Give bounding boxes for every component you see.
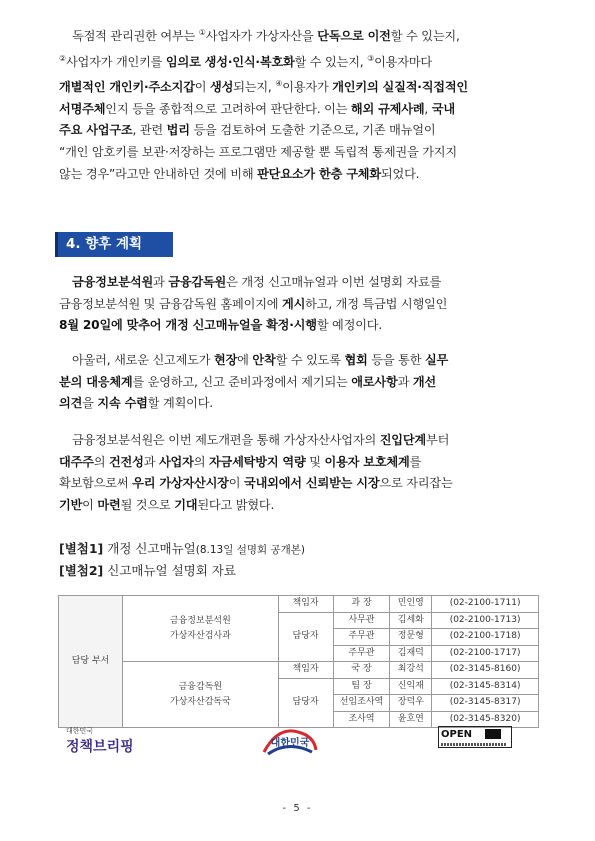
body-text: 이 [82, 497, 98, 512]
position-cell: 국 장 [333, 662, 390, 679]
emphasis-text: 기반 [59, 497, 83, 512]
emphasis-text: 대주주 [59, 454, 94, 469]
org-division: 가상자산검사과 [169, 630, 231, 641]
body-text: 및 [305, 454, 325, 469]
item-marker: ① [198, 28, 206, 37]
body-text: 할 계획이다. [147, 396, 213, 411]
paragraph-line [59, 142, 539, 164]
name-cell: 신익재 [390, 678, 432, 695]
annex-1-note: (8.13일 설명회 공개본) [195, 544, 306, 556]
emphasis-text: 협회 [344, 353, 368, 367]
contacts-table [58, 595, 539, 728]
phone-cell: (02-3145-8314) [432, 678, 539, 695]
emphasis-text: 서명주체 [59, 101, 106, 116]
emphasis-text: 생성 [210, 80, 234, 95]
position-cell: 주무관 [333, 645, 390, 662]
body-text: 과 [153, 275, 169, 289]
org-division: 가상자산감독국 [169, 696, 231, 707]
name-cell: 최강석 [390, 662, 432, 679]
body-text: 과 [143, 454, 159, 469]
body-text: 되는지, [233, 80, 276, 95]
body-text: 하고, 개정 특금법 시행일인 [305, 296, 448, 311]
paragraph-line [59, 99, 539, 121]
emphasis-text: 기대 [174, 497, 198, 512]
annex-1-text: 개정 신고매뉴얼 [103, 541, 196, 556]
emphasis-text: 단독으로 이전 [317, 29, 391, 43]
campaign-logo-icon [258, 722, 322, 758]
paragraph-line [59, 452, 539, 474]
body-text: 등을 검토하여 도출한 기준으로, 기존 매뉴얼이 [189, 123, 436, 138]
name-cell: 김세화 [390, 612, 432, 629]
emphasis-text: 국내외에서 신뢰받는 시장 [244, 476, 380, 491]
item-marker: ④ [275, 79, 283, 89]
body-text: 를 운영하고, 신고 준비과정에서 제기되는 [132, 374, 352, 389]
body-text: 할 수 있도록 [275, 353, 345, 367]
org-cell-fiu [123, 596, 279, 662]
body-text: 아울러, 새로운 신고제도가 [72, 353, 215, 367]
emphasis-text: 자금세탁방지 역량 [208, 454, 306, 469]
phone-cell: (02-3145-8317) [432, 695, 539, 712]
name-cell: 윤호연 [390, 711, 432, 728]
policy-briefing-logo[interactable] [66, 726, 156, 756]
emphasis-text: 주요 사업구조 [59, 123, 133, 138]
body-text: 이용자마다 [374, 54, 432, 69]
page-number: - 5 - [282, 803, 313, 814]
emphasis-text: 금융감독원 [168, 275, 227, 289]
position-cell: 사무관 [333, 612, 390, 629]
role-cell: 담당자 [278, 612, 333, 662]
phone-cell: (02-2100-1717) [432, 645, 539, 662]
position-cell: 선임조사역 [333, 695, 390, 712]
emphasis-text: 법리 [166, 123, 190, 138]
position-cell: 주무관 [333, 629, 390, 646]
annex-1-tag: [별첨1] [59, 541, 104, 556]
emphasis-text: 임의로 생성·인식·복호화 [165, 54, 295, 69]
dept-label-cell: 담당 부서 [59, 596, 123, 728]
table-row [59, 662, 539, 679]
license-bar-icon [441, 743, 507, 746]
paragraph-line [59, 120, 539, 142]
body-text: 된다고 밝혔다. [197, 497, 275, 512]
phone-cell: (02-3145-8160) [432, 662, 539, 679]
role-cell: 책임자 [278, 596, 333, 613]
body-text: 이용자가 [282, 80, 333, 95]
name-cell: 정문형 [390, 629, 432, 646]
paragraph-line [59, 272, 539, 294]
name-cell: 민인영 [390, 596, 432, 613]
paragraph-line [59, 164, 539, 186]
body-text: 등을 통한 [367, 353, 425, 367]
emphasis-text: 게시 [282, 296, 306, 311]
briefing-logo-small-text: 대한민국 [66, 727, 94, 735]
emphasis-text: 판단요소가 한층 구체화 [257, 166, 381, 181]
phone-cell: (02-2100-1713) [432, 612, 539, 629]
role-cell: 책임자 [278, 662, 333, 679]
emphasis-text: 이용자 보호체계 [324, 454, 410, 469]
body-text: 사업자가 가상자산을 [205, 29, 318, 43]
body-text: 될 것으로 [120, 497, 175, 512]
body-text: 되었다. [380, 166, 420, 181]
annex-2-tag: [별첨2] [59, 563, 104, 578]
body-text: 을 [82, 396, 98, 411]
role-cell: 담당자 [278, 678, 333, 728]
body-text: 사업자가 개인키를 [65, 54, 166, 69]
table-row [59, 596, 539, 613]
emphasis-text: 현장 [214, 353, 238, 367]
phone-cell: (02-3145-8320) [432, 711, 539, 728]
body-text: 이 [228, 476, 245, 491]
paragraph-line [59, 350, 539, 372]
emphasis-text: 진입단계 [379, 433, 426, 447]
attribution-icon [485, 729, 501, 739]
body-text: “개인 암호키를 보관·저장하는 프로그램만 제공할 뿐 독립적 통제권을 가지지 [59, 144, 457, 159]
item-marker: ③ [367, 53, 375, 63]
body-text: 할 수 있는지, [294, 54, 368, 69]
paragraph-line [59, 315, 539, 337]
body-text: 할 수 있는지, [390, 29, 460, 43]
emphasis-text: 국내 [431, 101, 455, 116]
paragraph-3 [59, 350, 539, 415]
annex-2-text: 신고매뉴얼 설명회 자료 [103, 563, 236, 578]
body-text: 의 [193, 454, 209, 469]
paragraph-4 [59, 430, 539, 516]
emphasis-text: 개별적인 개인키·주소지갑 [59, 80, 195, 95]
briefing-logo-text: 정책브리핑 [66, 739, 134, 755]
paragraph-1 [59, 22, 539, 185]
position-cell: 과 장 [333, 596, 390, 613]
body-text: , [424, 101, 432, 116]
body-text: 할 예정이다. [316, 318, 383, 333]
position-cell: 팀 장 [333, 678, 390, 695]
position-cell: 조사역 [333, 711, 390, 728]
name-cell: 김재덕 [390, 645, 432, 662]
body-text: 않는 경우”라고만 안내하던 것에 비해 [59, 166, 258, 181]
emphasis-text: 지속 수렴 [97, 396, 148, 411]
phone-cell: (02-2100-1711) [432, 596, 539, 613]
emphasis-text: 사업자 [158, 454, 194, 469]
emphasis-text: 건전성 [108, 454, 144, 469]
emphasis-text: 안착 [252, 353, 276, 367]
annex-1[interactable] [59, 539, 305, 557]
open-license-logo[interactable] [438, 726, 512, 748]
org-name: 금융감독원 [178, 681, 223, 692]
org-name: 금융정보분석원 [169, 615, 231, 626]
paragraph-line [59, 22, 539, 48]
name-cell: 장덕우 [390, 695, 432, 712]
body-text: 은 개정 신고매뉴얼과 이번 설명회 자료를 [226, 275, 442, 289]
paragraph-line [59, 372, 539, 394]
paragraph-line [59, 495, 539, 517]
emphasis-text: 실무 [424, 353, 449, 367]
body-text: 으로 자리잡는 [379, 476, 453, 491]
body-text: 과 [397, 374, 413, 389]
emphasis-text: 의견 [59, 396, 83, 411]
emphasis-text: 해외 규제사례 [350, 101, 425, 116]
paragraph-line [59, 393, 539, 415]
open-label: OPEN [441, 729, 473, 740]
section-heading: 4. 향후 계획 [55, 232, 173, 257]
body-text: 금융정보분석원 및 금융감독원 홈페이지에 [59, 296, 283, 311]
paragraph-2 [59, 272, 539, 337]
emphasis-text: 우리 가상자산시장 [132, 476, 229, 491]
body-text: 를 [409, 454, 422, 469]
body-text: 금융정보분석원은 이번 제도개편을 통해 가상자산사업자의 [72, 433, 380, 447]
paragraph-line [59, 430, 539, 452]
footer-logos [0, 722, 595, 762]
paragraph-line [59, 73, 539, 99]
emphasis-text: 금융정보분석원 [72, 275, 154, 289]
emphasis-text: 8월 20일에 맞추어 개정 신고매뉴얼을 확정·시행 [59, 318, 317, 333]
item-marker: ② [59, 53, 66, 63]
body-text: 확보함으로써 [59, 476, 133, 491]
paragraph-line [59, 294, 539, 316]
body-text: 이 [194, 80, 211, 95]
org-cell-fss [123, 662, 279, 728]
emphasis-text: 마련 [97, 497, 121, 512]
body-text: 독점적 관리권한 여부는 [72, 29, 199, 43]
body-text: 에 [237, 353, 253, 367]
body-text: 의 [93, 454, 109, 469]
emphasis-text: 분의 대응체계 [59, 374, 133, 389]
campaign-logo[interactable] [258, 722, 322, 758]
paragraph-line [59, 473, 539, 495]
paragraph-line [59, 48, 539, 74]
body-text: , 관련 [132, 123, 167, 138]
campaign-logo-text: 대한민국 [270, 738, 310, 749]
emphasis-text: 애로사항 [351, 374, 398, 389]
annex-2[interactable] [59, 561, 236, 579]
emphasis-text: 개인키의 실질적·직접적인 [332, 80, 468, 95]
phone-cell: (02-2100-1718) [432, 629, 539, 646]
body-text: 인지 등을 종합적으로 고려하여 판단한다. 이는 [105, 101, 351, 116]
emphasis-text: 개선 [412, 374, 436, 389]
body-text: 부터 [426, 433, 450, 447]
